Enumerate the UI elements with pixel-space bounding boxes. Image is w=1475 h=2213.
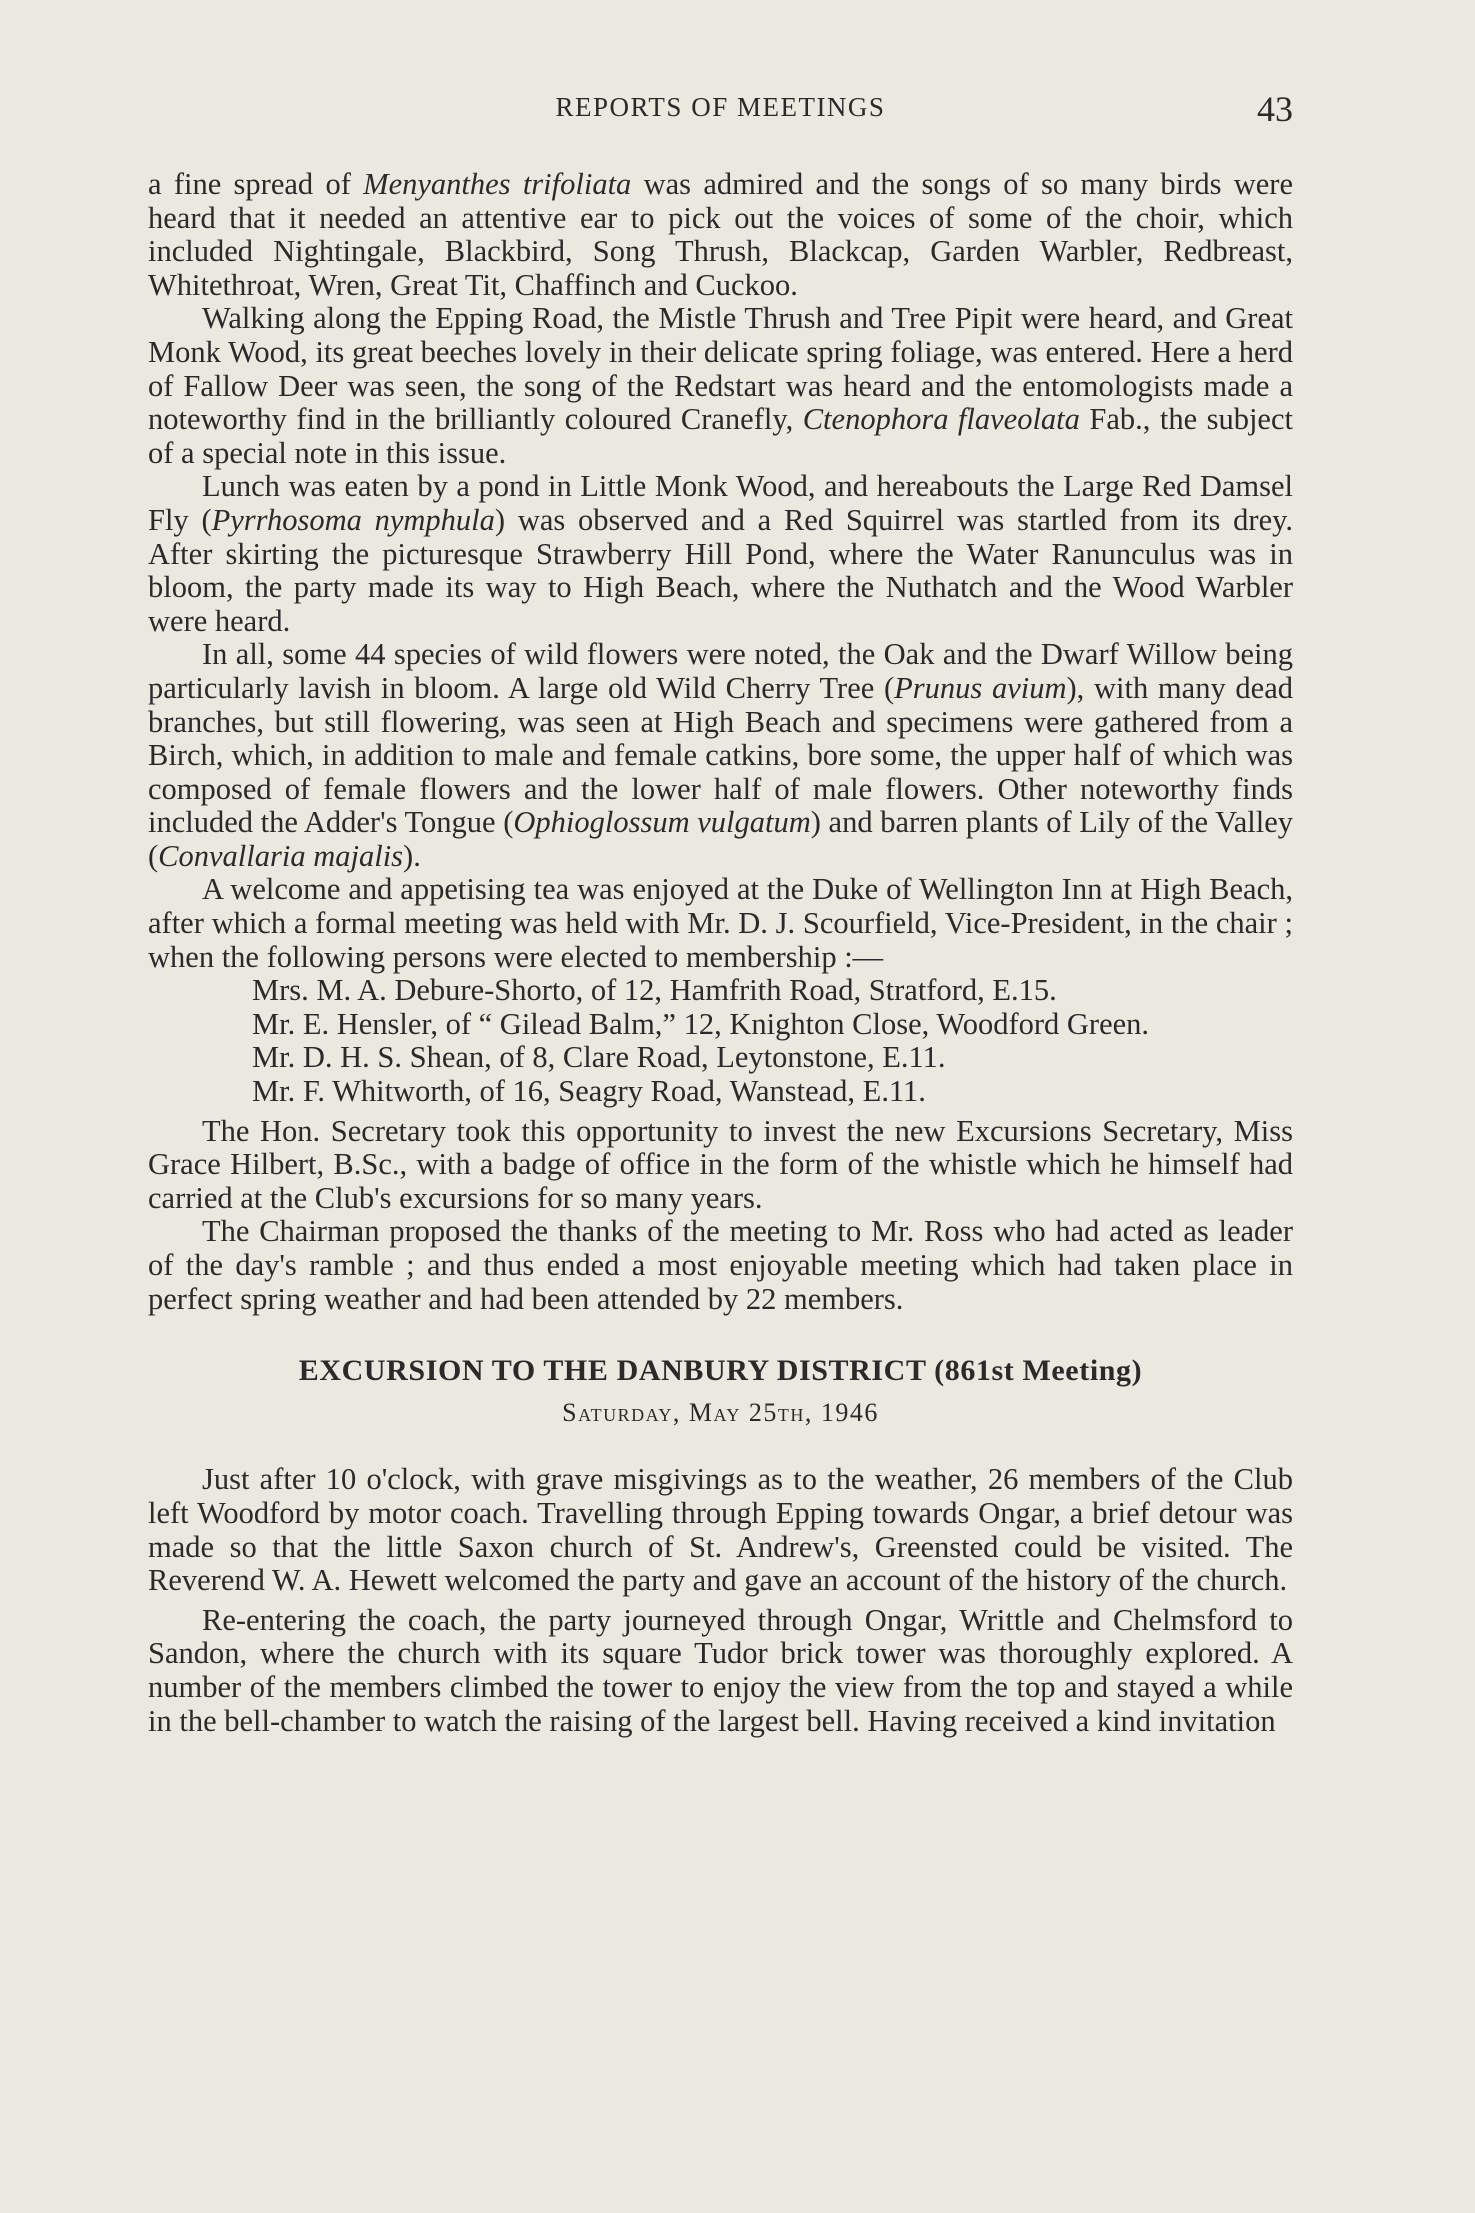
text-run: ), with many dead branches, but still flowering, was seen at High Beach and specimens were gathered from a Birch, which, in addition to male and female catkins, bore some, the upper half of which was composed of female flowers and the lower half of male flowers. Other noteworthy finds included the Adder's Tongue ( <box>148 670 1293 840</box>
member-entry: Mr. E. Hensler, of “ Gilead Balm,” 12, Knighton Close, Woodford Green. <box>252 1006 1150 1041</box>
article-body <box>148 168 1293 1738</box>
section-heading <box>148 1354 1293 1388</box>
paragraph-3 <box>148 470 1293 638</box>
running-head: REPORTS OF MEETINGS <box>555 92 886 122</box>
species-name: Ctenophora flaveolata <box>802 402 1080 437</box>
section-title: EXCURSION TO THE DANBURY DISTRICT <box>298 1354 927 1388</box>
text-run: Lunch was eaten by a pond in Little Monk Wood, and hereabouts the Large Red Damsel Fly ( <box>148 469 1293 537</box>
species-name: Pyrrhosoma nymphula <box>211 502 495 537</box>
paragraph-7: The Chairman proposed the thanks of the meeting to Mr. Ross who had acted as leader of the day's ramble ; and thus ended a most enjoyable meeting which had taken place in perfect spring weather and had been attended by 22 members. <box>148 1214 1293 1316</box>
member-entry: Mr. F. Whitworth, of 16, Seagry Road, Wanstead, E.11. <box>252 1074 926 1109</box>
page-number: 43 <box>1257 89 1293 129</box>
member-entry: Mrs. M. A. Debure-Shorto, of 12, Hamfrith Road, Stratford, E.15. <box>252 973 1057 1008</box>
text-run: a fine spread of <box>148 167 364 201</box>
page-header <box>148 88 1293 128</box>
species-name: Menyanthes trifoliata <box>363 167 632 201</box>
new-members-list <box>252 974 1293 1108</box>
meeting-number: (861st Meeting) <box>934 1354 1143 1388</box>
member-entry: Mr. D. H. S. Shean, of 8, Clare Road, Leytonstone, E.11. <box>252 1040 946 1075</box>
text-run: In all, some 44 species of wild flowers were noted, the Oak and the Dwarf Willow being particularly lavish in bloom. A large old Wild Cherry Tree ( <box>148 637 1293 705</box>
paragraph-4 <box>148 638 1293 873</box>
text-run: ). <box>403 838 421 873</box>
text-run: ) was observed and a Red Squirrel was startled from its drey. After skirting the picturesque Strawberry Hill Pond, where the Water Ranunculus was in bloom, the party made its way to High Beach, where the Nuthatch and the Wood Warbler were heard. <box>148 502 1294 638</box>
paragraph-9: Re-entering the coach, the party journeyed through Ongar, Writtle and Chelmsford to Sandon, where the church with its square Tudor brick tower was thoroughly explored. A number of the members climbed the tower to enjoy the view from the top and stayed a while in the bell-chamber to watch the raising of the largest bell. Having received a kind invitation <box>148 1602 1293 1738</box>
date-year: 1946 <box>820 1397 879 1427</box>
text-run: Walking along the Epping Road, the Mistle Thrush and Tree Pipit were heard, and Great Monk Wood, its great beeches lovely in their delicate spring foliage, was entered. Here a herd of Fallow Deer was seen, the song of the Redstart was heard and the entomologists made a noteworthy find in the brilliantly coloured Cranefly, <box>148 301 1293 437</box>
paragraph-6: The Hon. Secretary took this opportunity to invest the new Excursions Secretary, Miss Grace Hilbert, B.Sc., with a badge of office in the form of the whistle which he himself had carried at the Club's excursions for so many years. <box>148 1113 1293 1215</box>
text-run: ) and barren plants of Lily of the Valley ( <box>148 805 1293 873</box>
paragraph-8: Just after 10 o'clock, with grave misgivings as to the weather, 26 members of the Club left Woodford by motor coach. Travelling through Epping towards Ongar, a brief detour was made so that the little Saxon church of St. Andrew's, Greensted could be visited. The Reverend W. A. Hewett welcomed the party and gave an account of the history of the church. <box>148 1462 1293 1598</box>
text-run: Fab., the subject of a special note in this issue. <box>148 402 1293 470</box>
species-name: Convallaria majalis <box>158 838 404 873</box>
paragraph-5: A welcome and appetising tea was enjoyed at the Duke of Wellington Inn at High Beach, after which a formal meeting was held with Mr. D. J. Scourfield, Vice-President, in the chair ; when the following persons were elected to membership :— <box>148 872 1293 974</box>
species-name: Ophioglossum vulgatum <box>513 805 811 840</box>
paragraph-2 <box>148 302 1293 470</box>
text-run: was admired and the songs of so many birds were heard that it needed an attentive ear to pick out the voices of some of the choir, which included Nightingale, Blackbird, Song Thrush, Blackcap, Garden Warbler, Redbreast, Whitethroat, Wren, Great Tit, Chaffinch and Cuckoo. <box>148 167 1293 302</box>
paragraph-1 <box>148 168 1293 302</box>
date-day: Saturday, May 25th, <box>562 1397 813 1427</box>
species-name: Prunus avium <box>894 670 1067 705</box>
section-date <box>148 1396 1293 1430</box>
